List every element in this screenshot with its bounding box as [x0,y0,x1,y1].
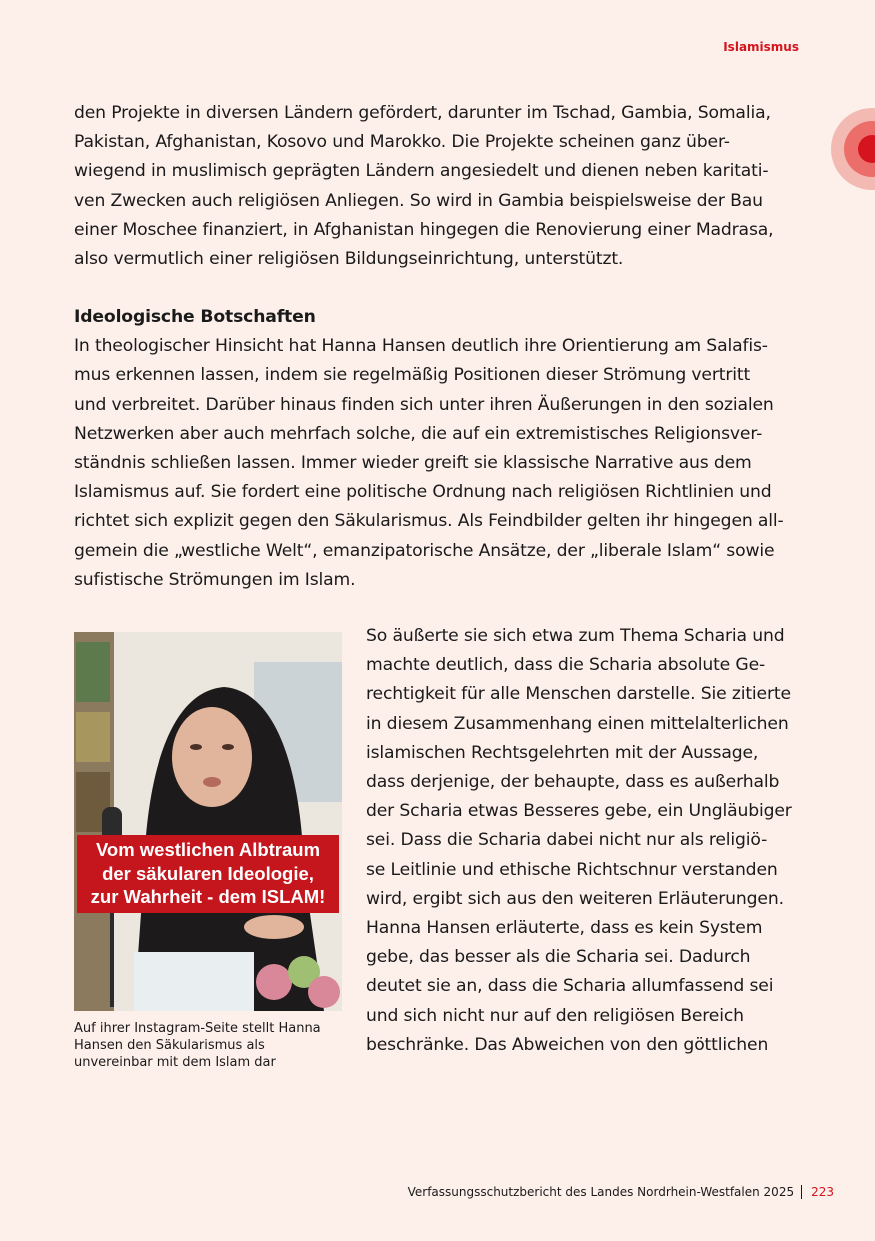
text-line: gemein die „westliche Welt“, emanzipatorische Ansätze, der „liberale Islam“ sowie [74,540,775,561]
text-line: wiegend in muslimisch geprägten Ländern angesiedelt und dienen neben karitati- [74,161,769,182]
paragraph-sharia [366,622,804,1060]
text-line: in diesem Zusammenhang einen mittelalterlichen [366,713,789,734]
chapter-tab-marker [831,108,875,190]
text-line: machte deutlich, dass die Scharia absolute Ge- [366,655,766,676]
footer-divider [801,1185,802,1199]
text-line: Netzwerken aber auch mehrfach solche, die auf ein extremistisches Religionsver- [74,423,763,444]
text-line: und sich nicht nur auf den religiösen Bereich [366,1005,744,1026]
text-line: rechtigkeit für alle Menschen darstelle. Sie zitierte [366,684,791,705]
instagram-photo [74,632,342,1011]
text-line: ständnis schließen lassen. Immer wieder greift sie klassische Narrative aus dem [74,453,752,474]
text-line: islamischen Rechtsgelehrten mit der Aussage, [366,742,759,763]
caption-line: Hansen den Säkularismus als [74,1038,265,1053]
text-line: In theologischer Hinsicht hat Hanna Hansen deutlich ihre Orientierung am Salafis- [74,336,768,357]
photo-illustration [74,632,342,1011]
page-footer [408,1185,834,1199]
caption-line: Auf ihrer Instagram-Seite stellt Hanna [74,1021,321,1036]
overlay-line: der säkularen Ideologie, [102,862,314,884]
figure-instagram-post [74,632,342,1071]
text-line: sei. Dass die Scharia dabei nicht nur als religiö- [366,830,768,851]
text-line: deutet sie an, dass die Scharia allumfassend sei [366,976,774,997]
text-line: So äußerte sie sich etwa zum Thema Scharia und [366,626,785,646]
text-line: se Leitlinie und ethische Richtschnur verstanden [366,859,778,880]
text-line: den Projekte in diversen Ländern gefördert, darunter im Tschad, Gambia, Somalia, [74,103,771,123]
text-line: Hanna Hansen erläuterte, dass es kein System [366,918,763,939]
publication-title: Verfassungsschutzbericht des Landes Nordrhein-Westfalen 2025 [407,1185,795,1199]
text-line: dass derjenige, der behaupte, dass es außerhalb [366,772,780,793]
text-line: ven Zwecken auch religiösen Anliegen. So wird in Gambia beispielsweise der Bau [74,190,763,211]
text-line: sufistische Strömungen im Islam. [74,569,356,590]
text-line: beschränke. Das Abweichen von den göttlichen [366,1034,769,1055]
text-line: richtet sich explizit gegen den Säkularismus. Als Feindbilder gelten ihr hingegen all- [74,511,784,532]
text-line: der Scharia etwas Besseres gebe, ein Ungläubiger [366,801,792,822]
text-line: also vermutlich einer religiösen Bildungseinrichtung, unterstützt. [74,249,624,270]
text-line: gebe, das besser als die Scharia sei. Dadurch [366,947,751,968]
caption-line: unvereinbar mit dem Islam dar [74,1055,276,1070]
photo-overlay-text [77,835,339,913]
section-label: Islamismus [723,40,799,54]
section-ideological-messages [74,303,802,595]
figure-caption [74,1020,342,1071]
text-line: mus erkennen lassen, indem sie regelmäßig Positionen dieser Strömung vertritt [74,365,751,386]
paragraph-projects [74,99,802,274]
text-line: Islamismus auf. Sie fordert eine politische Ordnung nach religiösen Richtlinien und [74,482,772,503]
text-line: wird, ergibt sich aus den weiteren Erläuterungen. [366,888,784,909]
text-line: und verbreitet. Darüber hinaus finden sich unter ihren Äußerungen in den sozialen [74,394,774,415]
overlay-line: Vom westlichen Albtraum [95,839,321,860]
text-line: Pakistan, Afghanistan, Kosovo und Marokko. Die Projekte scheinen ganz über- [74,132,730,153]
text-line: einer Moschee finanziert, in Afghanistan hingegen die Renovierung einer Madrasa, [74,219,774,240]
page-number: 223 [811,1185,834,1199]
section-heading: Ideologische Botschaften [74,307,316,327]
overlay-line: zur Wahrheit - dem ISLAM! [90,886,326,907]
